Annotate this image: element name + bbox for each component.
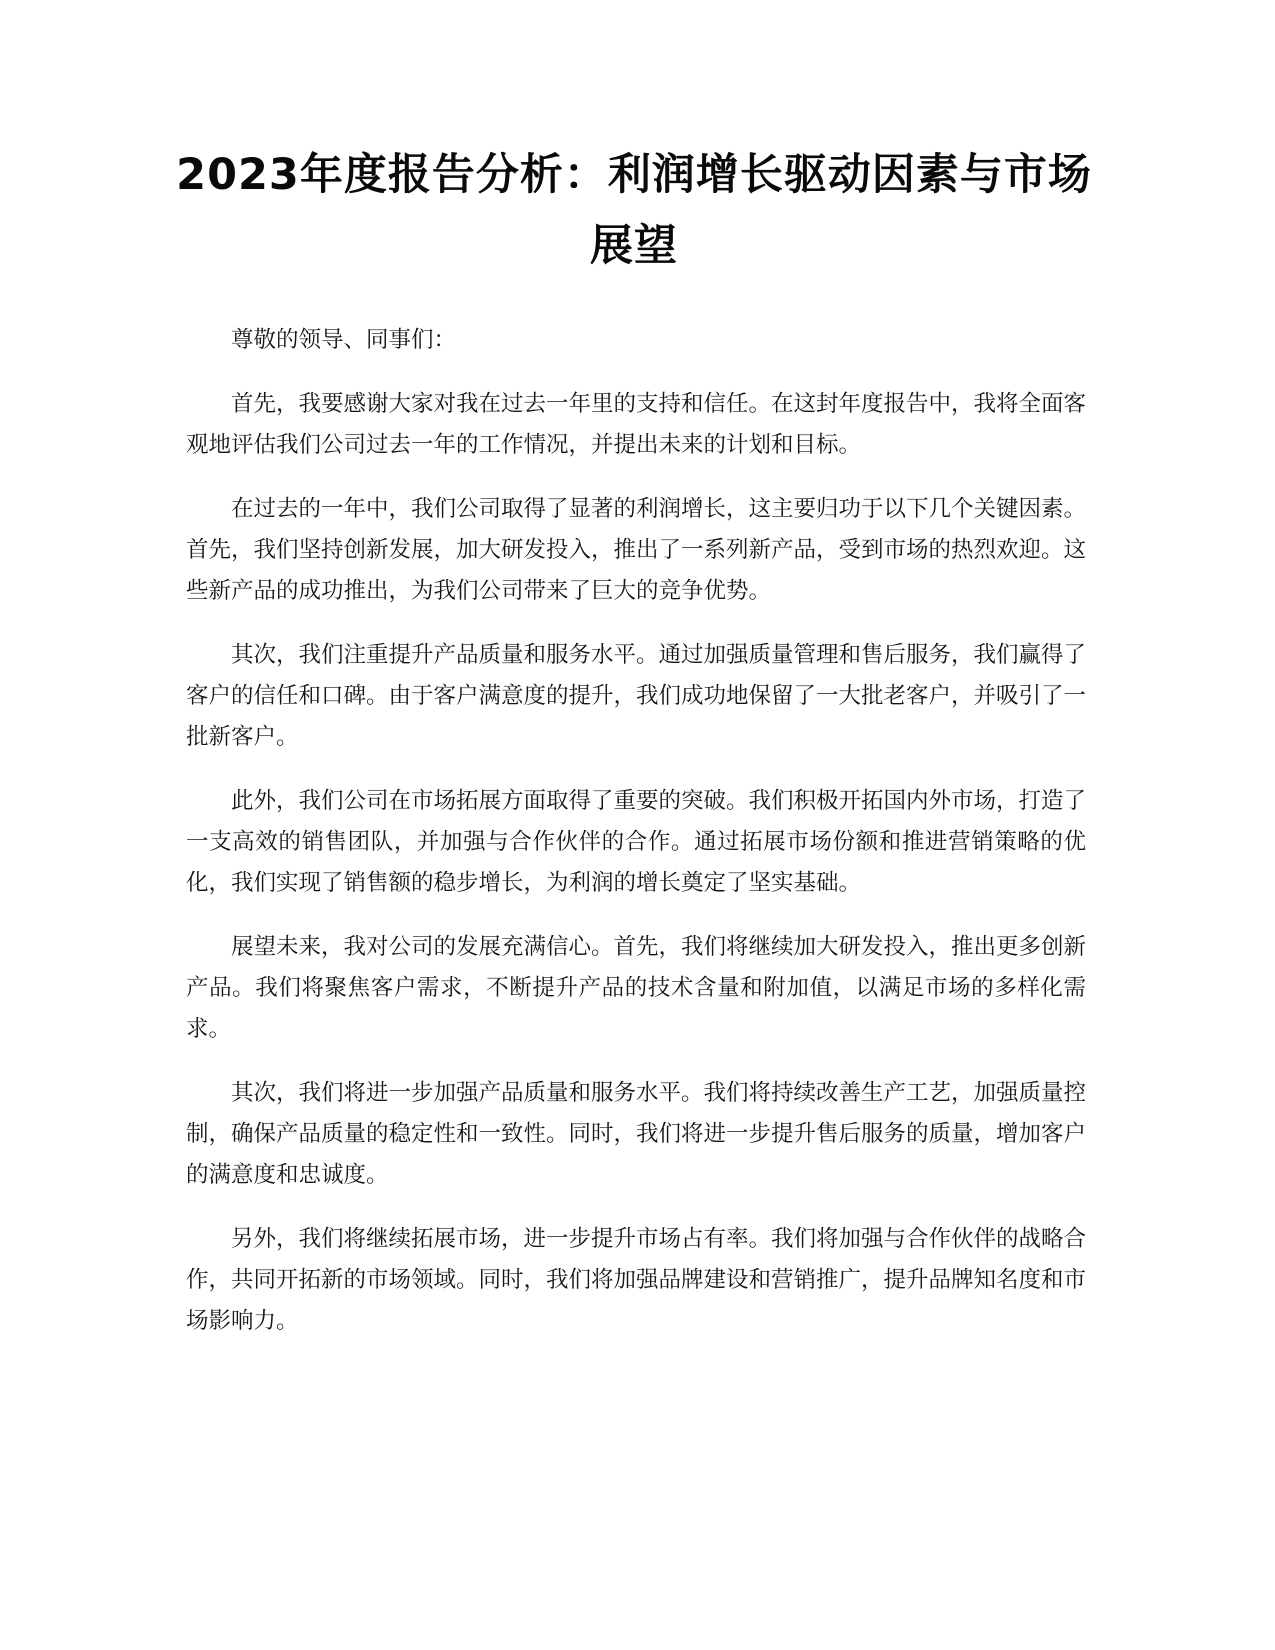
- paragraph-market-expansion: 此外，我们公司在市场拓展方面取得了重要的突破。我们积极开拓国内外市场，打造了一支高效的销售团队，并加强与合作伙伴的合作。通过拓展市场份额和推进营销策略的优化，我们实现了销售额的稳步增长，为利润的增长奠定了坚实基础。: [186, 788, 1087, 896]
- document-title: 2023年度报告分析：利润增长驱动因素与市场展望: [176, 150, 1092, 271]
- paragraph-quality-service: 其次，我们注重提升产品质量和服务水平。通过加强质量管理和售后服务，我们赢得了客户的信任和口碑。由于客户满意度的提升，我们成功地保留了一大批老客户，并吸引了一批新客户。: [186, 642, 1087, 750]
- salutation: 尊敬的领导、同事们：: [231, 327, 457, 353]
- paragraph-outlook-quality: 其次，我们将进一步加强产品质量和服务水平。我们将持续改善生产工艺，加强质量控制，确保产品质量的稳定性和一致性。同时，我们将进一步提升售后服务的质量，增加客户的满意度和忠诚度。: [186, 1080, 1087, 1188]
- paragraph-outlook-innovation: 展望未来，我对公司的发展充满信心。首先，我们将继续加大研发投入，推出更多创新产品。我们将聚焦客户需求，不断提升产品的技术含量和附加值，以满足市场的多样化需求。: [186, 934, 1087, 1042]
- paragraph-thanks: 首先，我要感谢大家对我在过去一年里的支持和信任。在这封年度报告中，我将全面客观地评估我们公司过去一年的工作情况，并提出未来的计划和目标。: [186, 391, 1087, 458]
- paragraph-outlook-market: 另外，我们将继续拓展市场，进一步提升市场占有率。我们将加强与合作伙伴的战略合作，共同开拓新的市场领域。同时，我们将加强品牌建设和营销推广，提升品牌知名度和市场影响力。: [186, 1226, 1087, 1334]
- document-body: [186, 320, 1086, 1365]
- paragraph-profit-growth: 在过去的一年中，我们公司取得了显著的利润增长，这主要归功于以下几个关键因素。首先，我们坚持创新发展，加大研发投入，推出了一系列新产品，受到市场的热烈欢迎。这些新产品的成功推出，为我们公司带来了巨大的竞争优势。: [186, 496, 1087, 604]
